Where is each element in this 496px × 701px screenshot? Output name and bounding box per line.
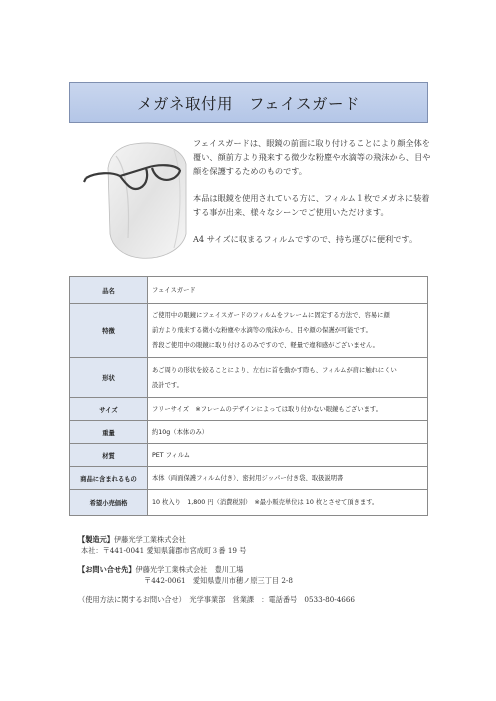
table-row <box>70 358 428 398</box>
spec-key: 商品に含まれるもの <box>70 467 148 490</box>
maker-label: 【製造元】 <box>78 535 114 544</box>
intro-paragraph: 本品は眼鏡を使用されている方に、フィルム１枚でメガネに装着する事が出来、様々なシーンでご使用いただけます。 <box>193 193 430 218</box>
spec-key: サイズ <box>70 398 148 421</box>
intro-paragraph: A4 サイズに収まるフィルムですので、持ち運びに便利です。 <box>193 234 418 245</box>
spec-value: 本体（両面保護フィルム付き）、密封用ジッパー付き袋、取扱説明書 <box>148 467 428 490</box>
contact-address: 〒442-0061 愛知県豊川市穂ノ原三丁目 2-8 <box>144 575 293 585</box>
spec-value: ご使用中の眼鏡にフェイスガードのフィルムをフレームに固定する方法で、容易に顔 前方より飛来する微小な粉塵や水滴等の飛沫から、目や顔の保護が可能です。 普段ご使用中の眼鏡に取り付けるのみですので、軽量で違和感がございません。 <box>148 304 428 358</box>
contact-name: 伊藤光学工業株式会社 豊川工場 <box>135 565 244 574</box>
spec-value: 約10g（本体のみ） <box>148 421 428 444</box>
spec-key: 品名 <box>70 277 148 304</box>
usage-inquiry-note: （使用方法に関するお問い合せ） 光学事業部 営業課 ：電話番号 0533-80-4666 <box>78 595 355 604</box>
maker-name: 伊藤光学工業株式会社 <box>113 535 186 544</box>
intro-text <box>193 136 433 259</box>
spec-value: あご周りの形状を絞ることにより、左右に首を動かす際も、フィルムが肩に触れにくい 設計です。 <box>148 358 428 398</box>
contact-label: 【お問い合せ先】 <box>78 565 136 574</box>
maker-address: 本社：〒441-0041 愛知県蒲郡市宮成町３番 19 号 <box>81 545 247 555</box>
intro-paragraph: フェイスガードは、眼鏡の前面に取り付けることにより顔全体を覆い、顔前方より飛来する微少な粉塵や水滴等の飛沫から、目や顔を保護するためのものです。 <box>193 138 431 177</box>
spec-key: 重量 <box>70 421 148 444</box>
page-title: メガネ取付用 フェイスガード <box>136 94 361 113</box>
table-row <box>70 277 428 304</box>
table-row <box>70 467 428 490</box>
spec-key: 形状 <box>70 358 148 398</box>
spec-value: フリーサイズ ※フレームのデザインによっては取り付かない眼鏡もございます。 <box>148 398 428 421</box>
spec-value: フェイスガード <box>148 277 428 304</box>
face-shield-product-image <box>82 138 190 262</box>
table-row <box>70 490 428 516</box>
maker-block <box>78 535 438 556</box>
contact-block <box>78 565 438 586</box>
title-banner <box>69 82 428 123</box>
table-row <box>70 304 428 358</box>
table-row <box>70 421 428 444</box>
table-row <box>70 444 428 467</box>
spec-value: 10 枚入り 1,800 円（消費税別） ※最小販売単位は 10 枚とさせて頂きます。 <box>148 490 428 516</box>
spec-value: PET フィルム <box>148 444 428 467</box>
spec-table <box>69 276 428 516</box>
spec-key: 材質 <box>70 444 148 467</box>
spec-key: 特徴 <box>70 304 148 358</box>
contact-footer <box>78 535 438 606</box>
spec-key: 希望小売価格 <box>70 490 148 516</box>
table-row <box>70 398 428 421</box>
